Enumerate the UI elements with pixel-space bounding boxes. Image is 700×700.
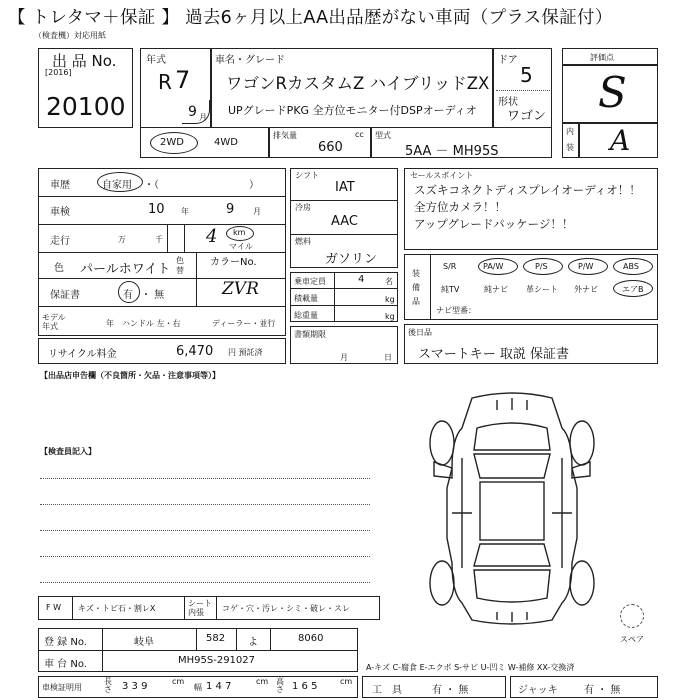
mileage-value: 4 [206, 226, 218, 247]
equip-paw: PA/W [483, 262, 504, 271]
fuel-value: ガソリン [325, 252, 378, 267]
inspection-year: 10 [148, 202, 165, 217]
tools-value: 有 ・ 無 [432, 685, 469, 696]
interior-value: A [610, 124, 631, 157]
model-year-label: モデル年式 [42, 313, 66, 331]
sales-point-1: スズキコネクトディスプレイオーディオ！！ [414, 183, 641, 197]
shift-value: IAT [335, 180, 355, 195]
body-value: ワゴン [507, 109, 547, 124]
inspector-label: 【検査員記入】 [40, 447, 96, 456]
drive-4wd: 4WD [214, 137, 238, 148]
year-month: 9 [188, 104, 197, 120]
aftermarket-value: スマートキー 取説 保証書 [418, 347, 570, 362]
year-label: 年式 [146, 55, 166, 66]
jack-value: 有 ・ 無 [584, 685, 621, 696]
mileage-label: 走行 [50, 236, 70, 247]
equip-sr: S/R [443, 262, 457, 271]
grade-detail: UPグレードPKG 全方位モニター付DSPオーディオ [228, 104, 477, 117]
model-label: 型式 [375, 131, 391, 140]
lot-number: 20100 [46, 92, 126, 121]
reg-number: 8060 [298, 633, 324, 644]
lot-label: 出 品 No. [52, 52, 117, 70]
warranty-yes: 有 [123, 290, 133, 301]
warranty-label: 保証書 [50, 290, 80, 301]
model-value: 5AA － MH95S [405, 144, 499, 159]
ac-value: AAC [331, 214, 358, 229]
equip-ps: P/S [535, 262, 548, 271]
history-label: 車歴 [50, 180, 70, 191]
equip-leather: 革シート [526, 285, 558, 294]
capacity-value: 4 [358, 274, 365, 285]
doors-value: 5 [520, 63, 533, 87]
equip-ext-navi: 外ナビ [574, 285, 598, 294]
color-no-label: カラーNo. [210, 257, 257, 268]
reg-kana: よ [248, 637, 258, 648]
score-label: 評価点 [590, 53, 614, 62]
sales-point-3: アップグレードパッケージ！！ [414, 217, 574, 231]
damage-legend: A-キズ C-腐食 E-エクボ S-サビ U-凹ミ W-補修 XX-交換済 [366, 663, 575, 672]
header-banner: 【 トレタマ＋保証 】 過去6ヶ月以上AA出品歴がない車両（プラス保証付） [8, 8, 613, 28]
color-no-value: ZVR [222, 279, 259, 299]
year-era: R [158, 70, 172, 94]
equip-airbag: エアB [622, 285, 644, 294]
sales-point-2: 全方位カメラ！！ [414, 200, 506, 214]
vehicle-name: ワゴンRカスタムZ ハイブリッドZX [226, 74, 490, 93]
inspection-label: 車検 [50, 207, 70, 218]
width-value: 1 4 7 [206, 681, 232, 692]
chassis-number: MH95S-291027 [178, 655, 256, 666]
color-value: パールホワイト [80, 262, 171, 277]
score-value: S [598, 68, 627, 117]
length-value: 3 3 9 [122, 681, 148, 692]
lot-year-tag: [2016] [45, 68, 72, 77]
drive-2wd: 2WD [160, 137, 184, 148]
name-label: 車名・グレード [215, 55, 285, 66]
doors-label: ドア [498, 55, 518, 66]
recycle-label: リサイクル料金 [48, 349, 117, 360]
body-label: 形状 [498, 97, 518, 108]
reg-region: 岐阜 [134, 637, 154, 648]
equip-tv: 純TV [441, 285, 460, 294]
equip-pw: P/W [578, 262, 594, 271]
header-sub-label: （検査機）対応用紙 [34, 31, 106, 40]
spare-label: スペア [620, 635, 644, 644]
car-damage-diagram [412, 388, 612, 628]
displacement-value: 660 [318, 140, 343, 155]
history-value: 自家用 [102, 180, 132, 191]
height-value: 1 6 5 [292, 681, 318, 692]
reg-class: 582 [206, 633, 226, 644]
recycle-value: 6,470 [176, 344, 214, 359]
equip-navi: 純ナビ [484, 285, 508, 294]
year-num: 7 [175, 66, 191, 94]
inspection-month: 9 [226, 202, 235, 217]
spare-tire-icon [620, 604, 644, 628]
color-label: 色 [54, 263, 64, 274]
displacement-label: 排気量 [273, 131, 297, 140]
declaration-label: 【出品店申告欄（不良箇所・欠品・注意事項等）】 [40, 371, 220, 380]
equip-abs: ABS [623, 262, 639, 271]
